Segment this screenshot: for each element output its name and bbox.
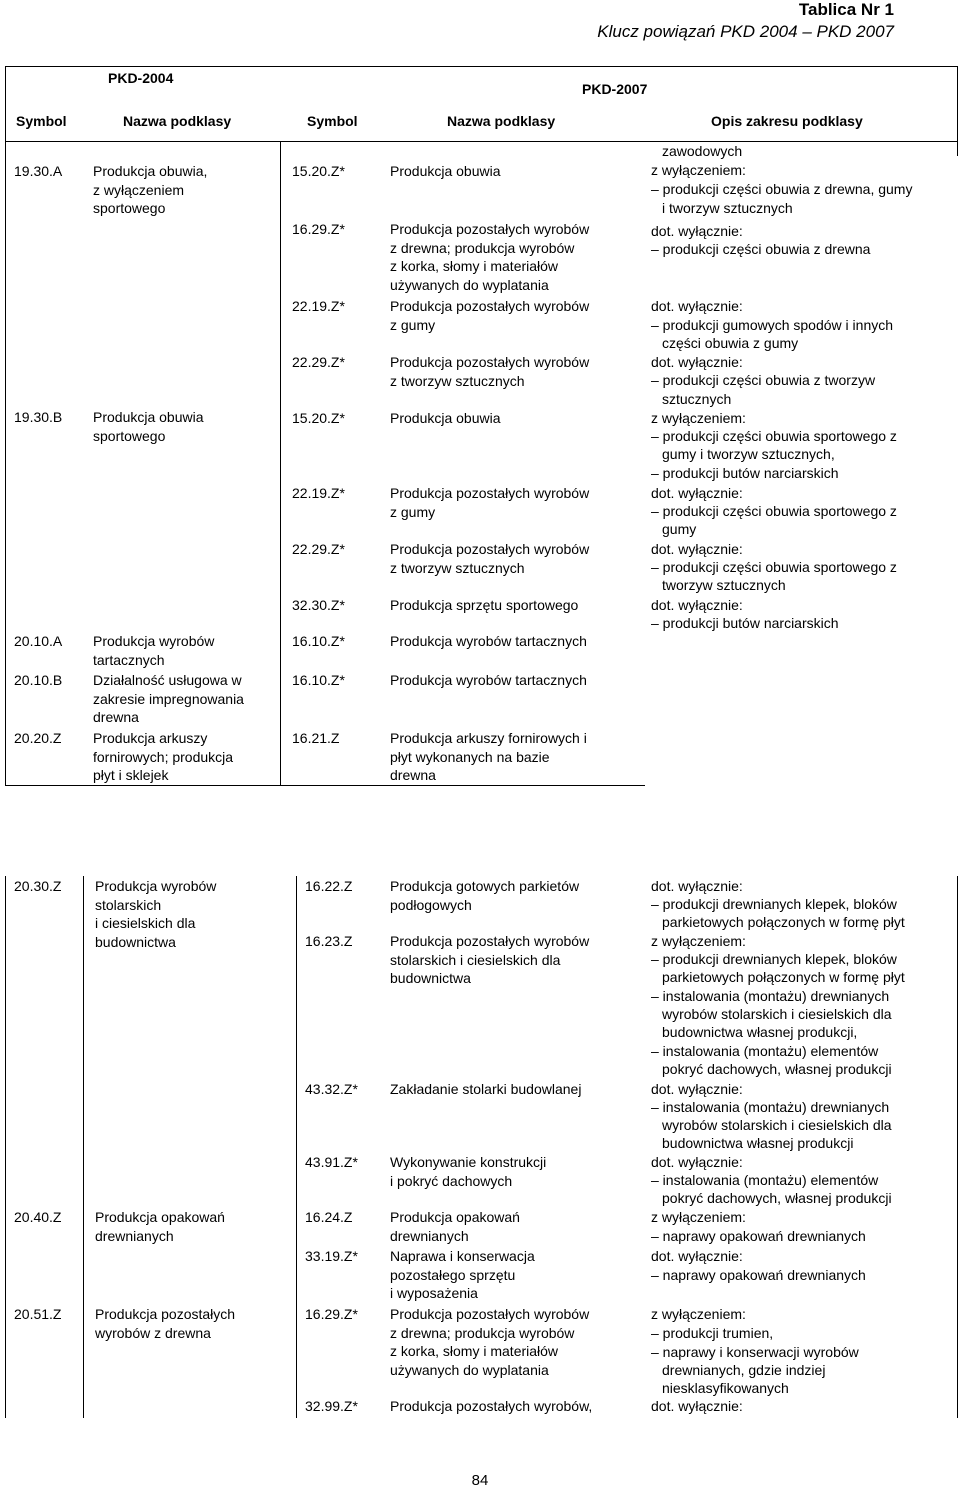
table-rule	[5, 141, 958, 142]
class-name: z drewna; produkcja wyrobów	[390, 239, 575, 256]
class-symbol: 32.30.Z*	[292, 597, 345, 613]
description-line: drewnianych, gdzie indziej	[662, 1362, 826, 1378]
table-rule	[5, 66, 958, 67]
class-symbol: 20.20.Z	[14, 730, 62, 746]
class-name: Produkcja opakowań	[390, 1209, 520, 1225]
class-name: Produkcja wyrobów tartacznych	[390, 672, 587, 688]
table-rule	[280, 142, 281, 786]
class-name: Produkcja gotowych parkietów	[390, 878, 580, 894]
description-line: dot. wyłącznie:	[651, 597, 743, 613]
class-symbol: 16.29.Z*	[305, 1306, 358, 1322]
class-name: z gumy	[390, 503, 436, 520]
description-line: pokryć dachowych, własnej produkcji	[662, 1061, 892, 1077]
class-name: i pokryć dachowych	[390, 1172, 513, 1189]
class-name: używanych do wyplatania	[390, 276, 549, 293]
class-symbol: 20.30.Z	[14, 878, 62, 894]
class-name: fornirowych; produkcja	[93, 748, 234, 765]
class-name: stolarskich i ciesielskich dla	[390, 951, 561, 968]
class-name: Produkcja obuwia	[93, 409, 204, 425]
class-name: Produkcja obuwia	[390, 410, 501, 426]
class-name: z drewna; produkcja wyrobów	[390, 1324, 575, 1341]
class-name: podłogowych	[390, 896, 472, 913]
description-line: dot. wyłącznie:	[651, 354, 743, 370]
class-symbol: 32.99.Z*	[305, 1398, 358, 1414]
description-line: z wyłączeniem:	[651, 410, 746, 426]
description-item: – produkcji gumowych spodów i innych	[651, 317, 894, 333]
description-item: – produkcji butów narciarskich	[651, 615, 839, 631]
class-name: Zakładanie stolarki budowlanej	[390, 1081, 582, 1097]
class-name: tartacznych	[93, 651, 165, 668]
class-name: Naprawa i konserwacja	[390, 1248, 535, 1264]
class-name: budownictwa	[390, 970, 471, 986]
class-symbol: 43.91.Z*	[305, 1154, 358, 1170]
class-name: używanych do wyplatania	[390, 1361, 549, 1378]
class-name: Produkcja pozostałych wyrobów	[390, 1306, 590, 1322]
table-subtitle: Klucz powiązań PKD 2004 – PKD 2007	[597, 22, 894, 41]
class-symbol: 22.19.Z*	[292, 298, 345, 314]
class-name: z korka, słomy i materiałów	[390, 1343, 559, 1359]
description-line: wyrobów stolarskich i ciesielskich dla	[662, 1117, 892, 1133]
description-line: dot. wyłącznie:	[651, 298, 743, 314]
class-symbol: 16.23.Z	[305, 933, 353, 949]
description-line: parkietowych połączonych w formę płyt	[662, 969, 905, 985]
description-item: – produkcji części obuwia z drewna, gumy	[651, 181, 913, 197]
description-item: – produkcji części obuwia sportowego z	[651, 428, 897, 444]
class-name: Produkcja pozostałych wyrobów	[390, 933, 590, 949]
class-symbol: 15.20.Z*	[292, 163, 345, 179]
description-line: wyrobów stolarskich i ciesielskich dla	[662, 1006, 892, 1022]
class-name: i wyposażenia	[390, 1285, 478, 1301]
description-item: – produkcji drewnianych klepek, bloków	[651, 951, 897, 967]
class-name: Produkcja obuwia	[390, 163, 501, 179]
table-number: Tablica Nr 1	[798, 0, 894, 19]
class-name: Wykonywanie konstrukcji	[390, 1154, 547, 1170]
description-line: dot. wyłącznie:	[651, 1154, 743, 1170]
description-line: budownictwa własnej produkcji,	[662, 1024, 858, 1040]
class-name: sportowego	[93, 427, 166, 444]
class-name: wyrobów z drewna	[95, 1324, 211, 1341]
class-name: Produkcja opakowań	[95, 1209, 225, 1225]
table-rule	[5, 785, 645, 786]
class-name: Produkcja sprzętu sportowego	[390, 597, 579, 613]
description-item: – instalowania (montażu) elementów	[651, 1172, 879, 1188]
class-name: zakresie impregnowania	[93, 690, 244, 707]
class-symbol: 19.30.B	[14, 409, 63, 425]
table-rule	[957, 66, 958, 156]
description-line: zawodowych	[662, 143, 743, 159]
class-symbol: 20.40.Z	[14, 1209, 62, 1225]
description-line: dot. wyłącznie:	[651, 878, 743, 894]
class-symbol: 15.20.Z*	[292, 410, 345, 426]
table-rule	[5, 66, 6, 786]
class-name: płyt wykonanych na bazie	[390, 748, 550, 765]
description-item: – produkcji części obuwia sportowego z	[651, 503, 897, 519]
class-name: z wyłączeniem	[93, 181, 185, 198]
class-name: drewnianych	[95, 1227, 174, 1244]
description-line: i tworzyw sztucznych	[662, 200, 793, 216]
table-rule	[83, 876, 84, 1418]
description-line: z wyłączeniem:	[651, 1209, 746, 1225]
column-header-symbol: Symbol	[307, 113, 358, 129]
description-item: – produkcji części obuwia z tworzyw	[651, 372, 876, 388]
class-name: i ciesielskich dla	[95, 915, 196, 931]
class-symbol: 16.10.Z*	[292, 633, 345, 649]
description-line: tworzyw sztucznych	[662, 577, 786, 593]
page-number: 84	[471, 1472, 489, 1489]
description-item: – instalowania (montażu) drewnianych	[651, 1099, 890, 1115]
description-item: – produkcji części obuwia z drewna	[651, 241, 871, 257]
class-name: drewna	[93, 709, 139, 725]
class-name: z korka, słomy i materiałów	[390, 258, 559, 274]
class-symbol: 16.29.Z*	[292, 221, 345, 237]
description-line: pokryć dachowych, własnej produkcji	[662, 1190, 892, 1206]
description-item: – naprawy opakowań drewnianych	[651, 1267, 866, 1283]
class-symbol: 19.30.A	[14, 163, 63, 179]
class-symbol: 22.29.Z*	[292, 354, 345, 370]
class-name: Produkcja pozostałych wyrobów	[390, 298, 590, 314]
class-name: stolarskich	[95, 896, 162, 913]
column-header-description: Opis zakresu podklasy	[711, 113, 863, 129]
class-name: Produkcja pozostałych wyrobów	[390, 541, 590, 557]
description-line: budownictwa własnej produkcji	[662, 1135, 854, 1151]
class-name: Produkcja arkuszy fornirowych i	[390, 730, 587, 746]
description-item: – produkcji trumien,	[651, 1325, 774, 1341]
table-rule	[957, 876, 958, 1418]
class-symbol: 33.19.Z*	[305, 1248, 358, 1264]
description-line: niesklasyfikowanych	[662, 1380, 789, 1396]
table-rule	[296, 876, 297, 1418]
class-symbol: 20.10.A	[14, 633, 63, 649]
description-line: dot. wyłącznie:	[651, 1398, 743, 1414]
description-line: dot. wyłącznie:	[651, 1081, 743, 1097]
class-name: budownictwa	[95, 933, 176, 950]
class-symbol: 16.22.Z	[305, 878, 353, 894]
class-name: drewnianych	[390, 1227, 469, 1244]
description-item: – naprawy opakowań drewnianych	[651, 1228, 866, 1244]
class-name: płyt i sklejek	[93, 767, 169, 783]
class-name: Produkcja pozostałych wyrobów	[390, 221, 590, 237]
class-symbol: 16.10.Z*	[292, 672, 345, 688]
class-symbol: 22.29.Z*	[292, 541, 345, 557]
group-header-pkd2007: PKD-2007	[582, 81, 648, 97]
column-header-name: Nazwa podklasy	[447, 113, 556, 129]
description-line: gumy	[662, 521, 697, 537]
description-line: z wyłączeniem:	[651, 933, 746, 949]
class-name: Produkcja wyrobów	[95, 878, 217, 894]
description-line: dot. wyłącznie:	[651, 485, 743, 501]
class-name: Produkcja wyrobów tartacznych	[390, 633, 587, 649]
class-symbol: 43.32.Z*	[305, 1081, 358, 1097]
group-header-pkd2004: PKD-2004	[108, 70, 174, 86]
class-name: z gumy	[390, 316, 436, 333]
column-header-name: Nazwa podklasy	[123, 113, 232, 129]
class-name: Produkcja pozostałych wyrobów	[390, 485, 590, 501]
class-symbol: 20.10.B	[14, 672, 63, 688]
class-name: z tworzyw sztucznych	[390, 372, 525, 389]
description-item: – produkcji drewnianych klepek, bloków	[651, 896, 897, 912]
class-name: Produkcja arkuszy	[93, 730, 208, 746]
description-item: – naprawy i konserwacji wyrobów	[651, 1344, 859, 1360]
class-name: Działalność usługowa w	[93, 672, 242, 688]
class-name: Produkcja pozostałych wyrobów	[390, 354, 590, 370]
description-line: z wyłączeniem:	[651, 162, 746, 178]
class-name: sportowego	[93, 200, 166, 216]
class-name: pozostałego sprzętu	[390, 1266, 516, 1283]
description-line: dot. wyłącznie:	[651, 1248, 743, 1264]
description-item: – instalowania (montażu) drewnianych	[651, 988, 890, 1004]
description-item: – instalowania (montażu) elementów	[651, 1043, 879, 1059]
description-line: parkietowych połączonych w formę płyt	[662, 914, 905, 930]
description-line: z wyłączeniem:	[651, 1306, 746, 1322]
description-line: gumy i tworzyw sztucznych,	[662, 446, 835, 462]
description-item: – produkcji butów narciarskich	[651, 465, 839, 481]
description-line: sztucznych	[662, 391, 732, 407]
class-name: Produkcja pozostałych wyrobów,	[390, 1398, 593, 1414]
class-name: drewna	[390, 767, 436, 783]
class-name: Produkcja pozostałych	[95, 1306, 236, 1322]
description-line: dot. wyłącznie:	[651, 223, 743, 239]
class-name: Produkcja obuwia,	[93, 163, 208, 179]
class-name: z tworzyw sztucznych	[390, 559, 525, 576]
table-rule	[5, 876, 6, 1418]
description-line: części obuwia z gumy	[662, 335, 799, 351]
class-name: Produkcja wyrobów	[93, 633, 215, 649]
column-header-symbol: Symbol	[16, 113, 67, 129]
description-line: dot. wyłącznie:	[651, 541, 743, 557]
description-item: – produkcji części obuwia sportowego z	[651, 559, 897, 575]
class-symbol: 16.24.Z	[305, 1209, 353, 1225]
class-symbol: 20.51.Z	[14, 1306, 62, 1322]
class-symbol: 22.19.Z*	[292, 485, 345, 501]
class-symbol: 16.21.Z	[292, 730, 340, 746]
